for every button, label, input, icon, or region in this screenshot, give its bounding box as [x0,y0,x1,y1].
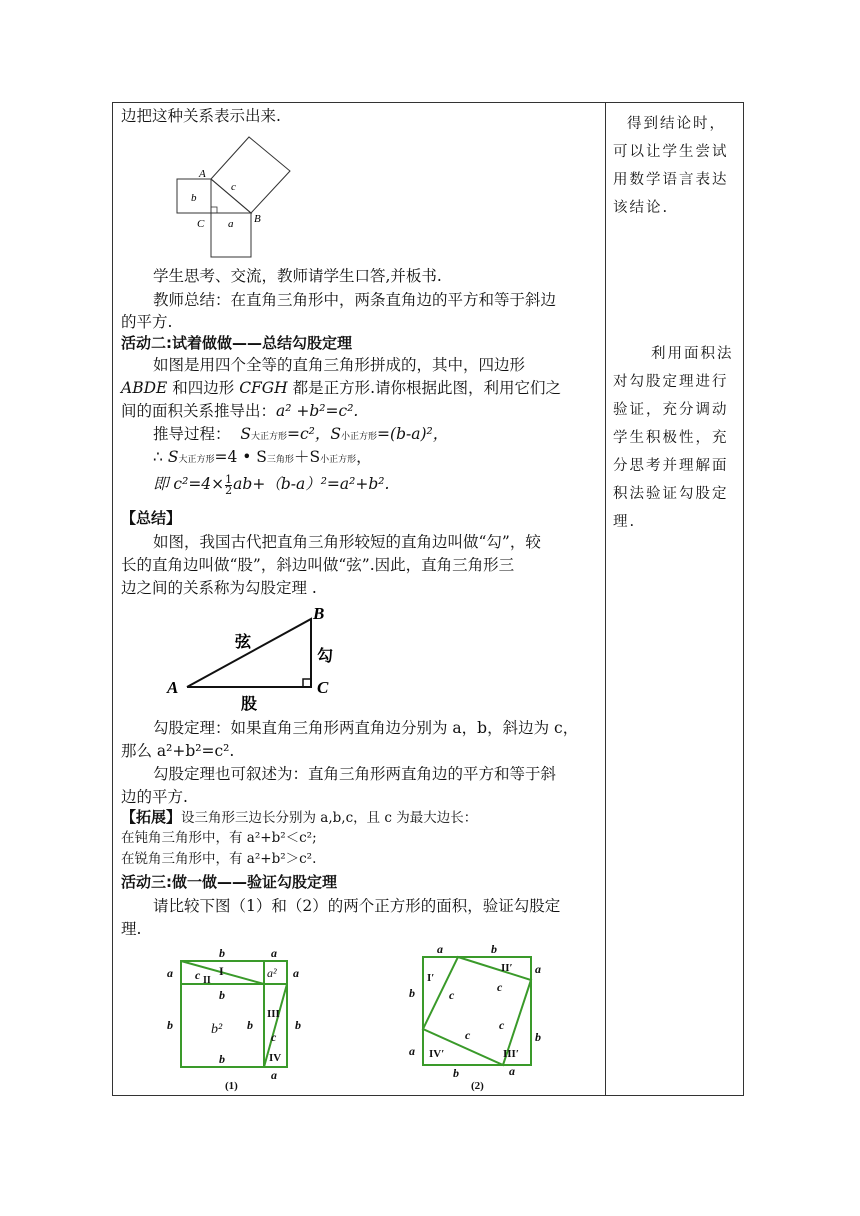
fig4-label-b: b [453,1066,459,1080]
text-line: 请比较下图（1）和（2）的两个正方形的面积，验证勾股定 [153,897,561,915]
fig3-label-a: a [271,1068,277,1082]
main-column [121,103,601,1095]
formula-line: 即 c²=4× $\frac{1}{2}$ ab+（b-a）²=a²+b². [153,472,390,497]
fig2-label-B: B [313,604,325,623]
fig4-label-a: a [409,1044,415,1058]
fig3-label-b: b [219,988,225,1002]
text-line: 边的平方. [121,788,188,806]
fig1-label-c: c [231,181,236,193]
fig3-label-I: I [219,964,224,978]
fig4-label-c: c [499,1018,505,1032]
formula-line: ∴ S大正方形=4 • S三角形＋S小正方形， [153,448,372,466]
note-line: 理. [613,514,637,530]
text-line: 边把这种关系表示出来. [121,107,281,125]
fig3-label-a: a [293,966,299,980]
fig4-label-IV: IV′ [429,1048,445,1060]
column-divider [605,103,606,1095]
text-line: 那么 a²+b²=c². [121,742,235,760]
fig1-label-a: a [228,218,234,230]
fig4-label-b: b [535,1030,541,1044]
fig4-label-a: a [437,942,443,956]
fig4-label-c: c [497,980,503,994]
text-line: 学生思考、交流，教师请学生口答,并板书. [153,267,442,285]
note-line: 用数学语言表达 [613,172,729,188]
figure-square-1 [161,943,311,1093]
text-line: 如图是用四个全等的直角三角形拼成的，其中，四边形 [153,356,526,374]
text-line: 勾股定理也可叙述为：直角三角形两直角边的平方和等于斜 [153,765,557,783]
fig1-label-C: C [197,218,205,230]
fig4-label-a: a [509,1064,515,1078]
fig1-label-b: b [191,192,197,204]
fig4-label-c: c [465,1028,471,1042]
fig3-label-b: b [247,1018,253,1032]
fig4-label-b: b [491,942,497,956]
text-line: 边之间的关系称为勾股定理 . [121,579,317,597]
note-line: 该结论. [613,200,670,216]
fig3-label-b: b [295,1018,301,1032]
note-line: 对勾股定理进行 [613,374,729,390]
fig3-label-b: b [219,1052,225,1066]
note-line: 得到结论时， [627,116,726,132]
fig4-label-I: I′ [427,972,435,984]
note-line: 验证，充分调动 [613,402,729,418]
fig3-label-a: a [167,966,173,980]
text-line: 在锐角三角形中，有 a²+b²＞c². [121,851,317,867]
fig1-label-A: A [199,168,206,180]
fig4-label-c: c [449,988,455,1002]
figure-gougu-triangle [161,603,351,713]
text-line: ABDE 和四边形 CFGH 都是正方形.请你根据此图，利用它们之 [121,379,562,397]
note-line: 学生积极性，充 [613,430,729,446]
fig3-label-a: a [271,946,277,960]
fig3-label-III: III [267,1008,280,1020]
fig2-label-A: A [167,678,179,697]
note-line: 积法验证勾股定 [613,486,729,502]
text-line: 在钝角三角形中，有 a²+b²＜c²; [121,830,317,846]
figure-squares-on-triangle [166,135,301,261]
formula-line: 推导过程： S大正方形=c²，S小正方形=(b-a)²， [153,425,449,443]
note-line: 可以让学生尝试 [613,144,729,160]
note-line: 利用面积法 [651,346,734,362]
section-heading: 活动二:试着做做——总结勾股定理 [121,334,352,352]
fig3-label-c: c [271,1030,277,1044]
section-heading: 【总结】 [121,509,182,527]
text-line: 勾股定理：如果直角三角形两直角边分别为 a，b，斜边为 c， [153,719,579,737]
note-line: 分思考并理解面 [613,458,729,474]
fig2-label-gu: 股 [241,696,258,713]
fig3-label-c: c [195,968,201,982]
fig2-label-gou: 勾 [317,648,334,665]
text-line: 如图，我国古代把直角三角形较短的直角边叫做“勾”，较 [153,533,541,551]
text-line: 教师总结：在直角三角形中，两条直角边的平方和等于斜边 [153,291,557,309]
fig3-label-II: II [203,975,211,986]
text-line: 的平方. [121,313,173,331]
figure-square-2 [391,941,551,1093]
text-line: 【拓展】设三角形三边长分别为 a,b,c，且 c 为最大边长： [121,808,478,826]
fig3-label-IV: IV [269,1052,282,1064]
fig4-label-II: II′ [501,962,513,974]
fig4-label-a: a [535,962,541,976]
fig1-label-B: B [254,213,261,225]
fig4-label-b: b [409,986,415,1000]
fig3-label-b: b [219,946,225,960]
section-heading: 活动三:做一做——验证勾股定理 [121,873,337,891]
text-line: 理. [121,920,142,938]
fig3-caption: (1) [225,1080,238,1092]
fig2-label-C: C [317,678,329,697]
fig2-label-xian: 弦 [235,634,252,651]
text-line: 长的直角边叫做“股”，斜边叫做“弦”.因此，直角三角形三 [121,556,515,574]
lesson-table [112,102,744,1096]
fig3-label-b: b [167,1018,173,1032]
fig3-label-b2: b² [211,1022,223,1037]
text-line: 间的面积关系推导出：a² +b²=c². [121,402,359,420]
notes-column [613,103,739,1095]
fig4-caption: (2) [471,1080,484,1092]
fig4-label-III: III′ [503,1048,519,1060]
fig3-label-a2: a² [267,966,277,980]
